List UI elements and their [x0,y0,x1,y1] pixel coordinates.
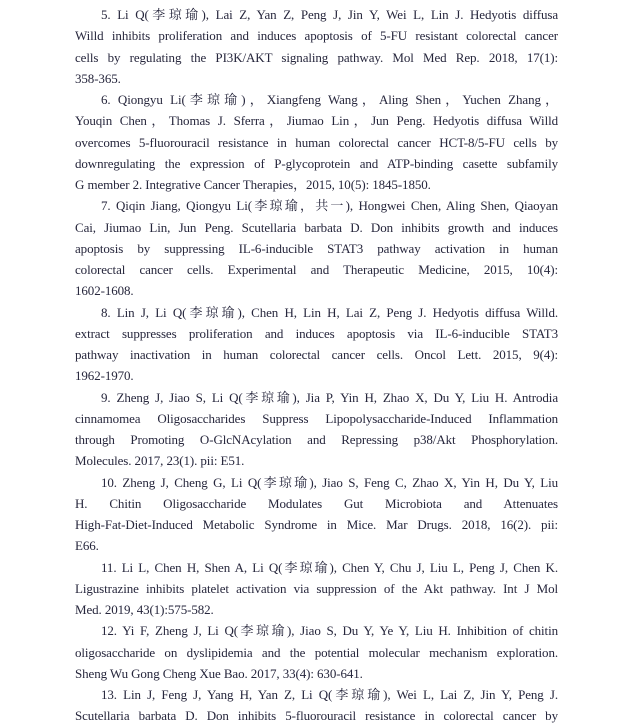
reference-line: 13. Lin J, Feng J, Yang H, Yan Z, Li Q(李琼瑜), Wei L, Lai Z, Jin Y, Peng J. [101,687,558,702]
reference-item-12 [75,620,558,684]
reference-line: 1962-1970. [75,368,134,384]
reference-line: 1602-1608. [75,283,134,299]
reference-line: H. Chitin Oligosaccharide Modulates Gut Microbiota and Attenuates [75,495,558,511]
reference-item-10 [75,472,558,557]
reference-line: 7. Qiqin Jiang, Qiongyu Li(李琼瑜，共一), Hongwei Chen, Aling Shen, Qiaoyan [101,198,558,214]
reference-line: 5. Li Q(李琼瑜), Lai Z, Yan Z, Peng J, Jin Y, Wei L, Lin J. Hedyotis diffusa [101,7,558,22]
reference-line: apoptosis by suppressing IL-6-inducible STAT3 pathway activation in human [75,240,558,256]
reference-line: 10. Zheng J, Cheng G, Li Q(李琼瑜), Jiao S, Feng C, Zhao X, Yin H, Du Y, Liu [101,474,558,490]
reference-line: 9. Zheng J, Jiao S, Li Q(李琼瑜), Jia P, Yin H, Zhao X, Du Y, Liu H. Antrodia [101,389,558,405]
reference-line: 12. Yi F, Zheng J, Li Q(李琼瑜), Jiao S, Du Y, Ye Y, Liu H. Inhibition of chitin [101,623,558,639]
reference-line: Willd inhibits proliferation and induces apoptosis of 5-FU resistant colorectal cancer [75,28,558,44]
reference-item-11 [75,557,558,621]
reference-item-13 [75,684,558,727]
reference-line: Youqin Chen，Thomas J. Sferra，Jiumao Lin，Jun Peng. Hedyotis diffusa Willd [75,113,558,129]
reference-item-9 [75,387,558,472]
reference-line: overcomes 5-fluorouracil resistance in human colorectal cancer HCT-8/5-FU cells by [75,134,558,150]
reference-line: oligosaccharide on dyslipidemia and the potential molecular mechanism exploration. [75,644,558,660]
reference-line: cells by regulating the PI3K/AKT signaling pathway. Mol Med Rep. 2018, 17(1): [75,49,558,65]
reference-line: G member 2. Integrative Cancer Therapies，2015, 10(5): 1845-1850. [75,177,431,192]
reference-item-6 [75,89,558,195]
reference-line: extract suppresses proliferation and induces apoptosis via IL-6-inducible STAT3 [75,325,558,341]
reference-line: 6. Qiongyu Li(李琼瑜)，Xiangfeng Wang，Aling Shen，Yuchen Zhang， [101,92,558,107]
reference-line: cinnamomea Oligosaccharides Suppress Lipopolysaccharide-Induced Inflammation [75,410,558,426]
reference-line: Molecules. 2017, 23(1). pii: E51. [75,453,245,469]
reference-line: Ligustrazine inhibits platelet activation via suppression of the Akt pathway. Int J Mol [75,580,558,596]
reference-line: through Promoting O-GlcNAcylation and Repressing p38/Akt Phosphorylation. [75,432,558,447]
reference-line: colorectal cancer cells. Experimental and Therapeutic Medicine, 2015, 10(4): [75,262,558,277]
reference-line: 11. Li L, Chen H, Shen A, Li Q(李琼瑜), Chen Y, Chu J, Liu L, Peng J, Chen K. [101,559,558,575]
reference-line: pathway inactivation in human colorectal cancer cells. Oncol Lett. 2015, 9(4): [75,347,558,362]
reference-line: E66. [75,538,99,554]
reference-line: Med. 2019, 43(1):575-582. [75,602,214,617]
reference-item-7 [75,195,558,301]
reference-line: 358-365. [75,70,121,86]
reference-line: downregulating the expression of P-glycoprotein and ATP-binding casette subfamily [75,155,558,171]
reference-item-8 [75,302,558,387]
reference-line: Sheng Wu Gong Cheng Xue Bao. 2017, 33(4): 630-641. [75,665,363,681]
reference-item-5 [75,4,558,89]
reference-line: High-Fat-Diet-Induced Metabolic Syndrome in Mice. Mar Drugs. 2018, 16(2). pii: [75,517,558,532]
reference-line: Scutellaria barbata D. Don inhibits 5-fluorouracil resistance in colorectal cancer by [75,708,558,724]
reference-line: Cai, Jiumao Lin, Jun Peng. Scutellaria barbata D. Don inhibits growth and induces [75,219,558,235]
reference-line: 8. Lin J, Li Q(李琼瑜), Chen H, Lin H, Lai Z, Peng J. Hedyotis diffusa Willd. [101,304,558,320]
